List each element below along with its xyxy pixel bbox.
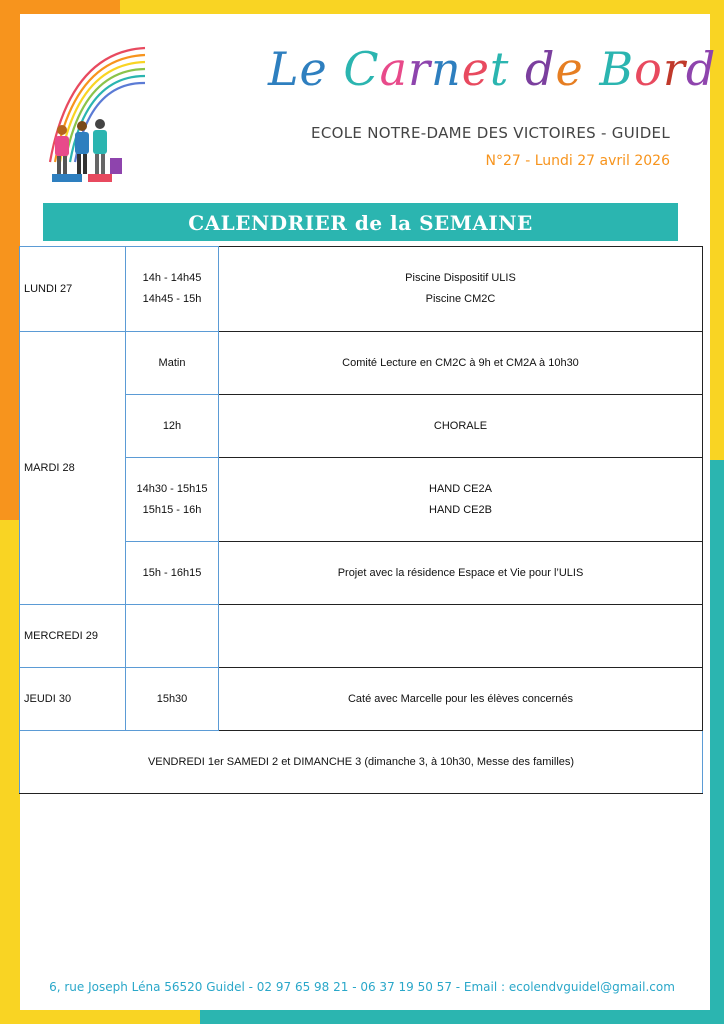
time-text: 14h45 - 15h: [142, 293, 202, 305]
title-letter: t: [489, 42, 510, 96]
time-text: 15h15 - 16h: [142, 503, 202, 516]
school-name: ECOLE NOTRE-DAME DES VICTOIRES - GUIDEL: [311, 124, 670, 142]
time-cell: [126, 247, 219, 332]
title-letter: B: [599, 42, 635, 96]
weekend-cell: VENDREDI 1er SAMEDI 2 et DIMANCHE 3 (dimanche 3, à 10h30, Messe des familles): [20, 731, 703, 794]
event-cell: Caté avec Marcelle pour les élèves concernés: [219, 668, 703, 731]
time-cell: 12h: [126, 395, 219, 458]
title-letter: n: [431, 42, 462, 96]
title-letter: r: [408, 42, 432, 96]
event-cell: Comité Lecture en CM2C à 9h et CM2A à 10h30: [219, 332, 703, 395]
calendar-banner: CALENDRIER de la SEMAINE: [43, 203, 678, 241]
event-text: Piscine CM2C: [425, 293, 496, 305]
event-text: HAND CE2A: [429, 482, 492, 495]
issue-date: N°27 - Lundi 27 avril 2026: [485, 153, 670, 169]
title-letter: a: [379, 42, 409, 96]
event-cell: Projet avec la résidence Espace et Vie pour l’ULIS: [219, 542, 703, 605]
title-letter: o: [634, 42, 663, 96]
time-cell: 15h - 16h15: [126, 542, 219, 605]
table-row: [20, 332, 703, 395]
day-cell: JEUDI 30: [20, 668, 126, 731]
title-letter: e: [555, 42, 584, 96]
title-letter: L: [268, 42, 300, 96]
title-letter: d: [525, 42, 556, 96]
newsletter-title: [268, 42, 716, 96]
time-text: 14h30 - 15h15: [136, 482, 208, 495]
event-cell: CHORALE: [219, 395, 703, 458]
border-left-accent: [0, 520, 20, 1024]
event-cell: [219, 605, 703, 668]
day-cell: MARDI 28: [20, 332, 126, 605]
event-text: HAND CE2B: [429, 503, 492, 516]
time-text: 14h - 14h45: [142, 272, 202, 284]
title-letter: e: [461, 42, 490, 96]
week-calendar-table: [19, 246, 703, 794]
day-cell: LUNDI 27: [20, 247, 126, 332]
time-cell: Matin: [126, 332, 219, 395]
table-row: [20, 731, 703, 794]
event-cell: [219, 247, 703, 332]
table-row: [20, 247, 703, 332]
school-logo: [40, 42, 150, 192]
title-letter: d: [685, 42, 717, 96]
title-letter: [584, 42, 600, 96]
table-row: [20, 605, 703, 668]
title-letter: r: [662, 42, 686, 96]
time-cell: [126, 605, 219, 668]
title-letter: [509, 42, 525, 96]
time-cell: [126, 458, 219, 542]
time-cell: 15h30: [126, 668, 219, 731]
title-letter: [328, 42, 344, 96]
contact-footer: 6, rue Joseph Léna 56520 Guidel - 02 97 65 98 21 - 06 37 19 50 57 - Email : ecolendvguidel@gmail.com: [49, 980, 675, 994]
table-row: [20, 668, 703, 731]
border-bottom-accent: [200, 1010, 724, 1024]
border-right-accent: [710, 460, 724, 1024]
event-cell: [219, 458, 703, 542]
title-letter: C: [343, 42, 380, 96]
day-cell: MERCREDI 29: [20, 605, 126, 668]
title-letter: e: [299, 42, 328, 96]
event-text: Piscine Dispositif ULIS: [405, 272, 516, 284]
